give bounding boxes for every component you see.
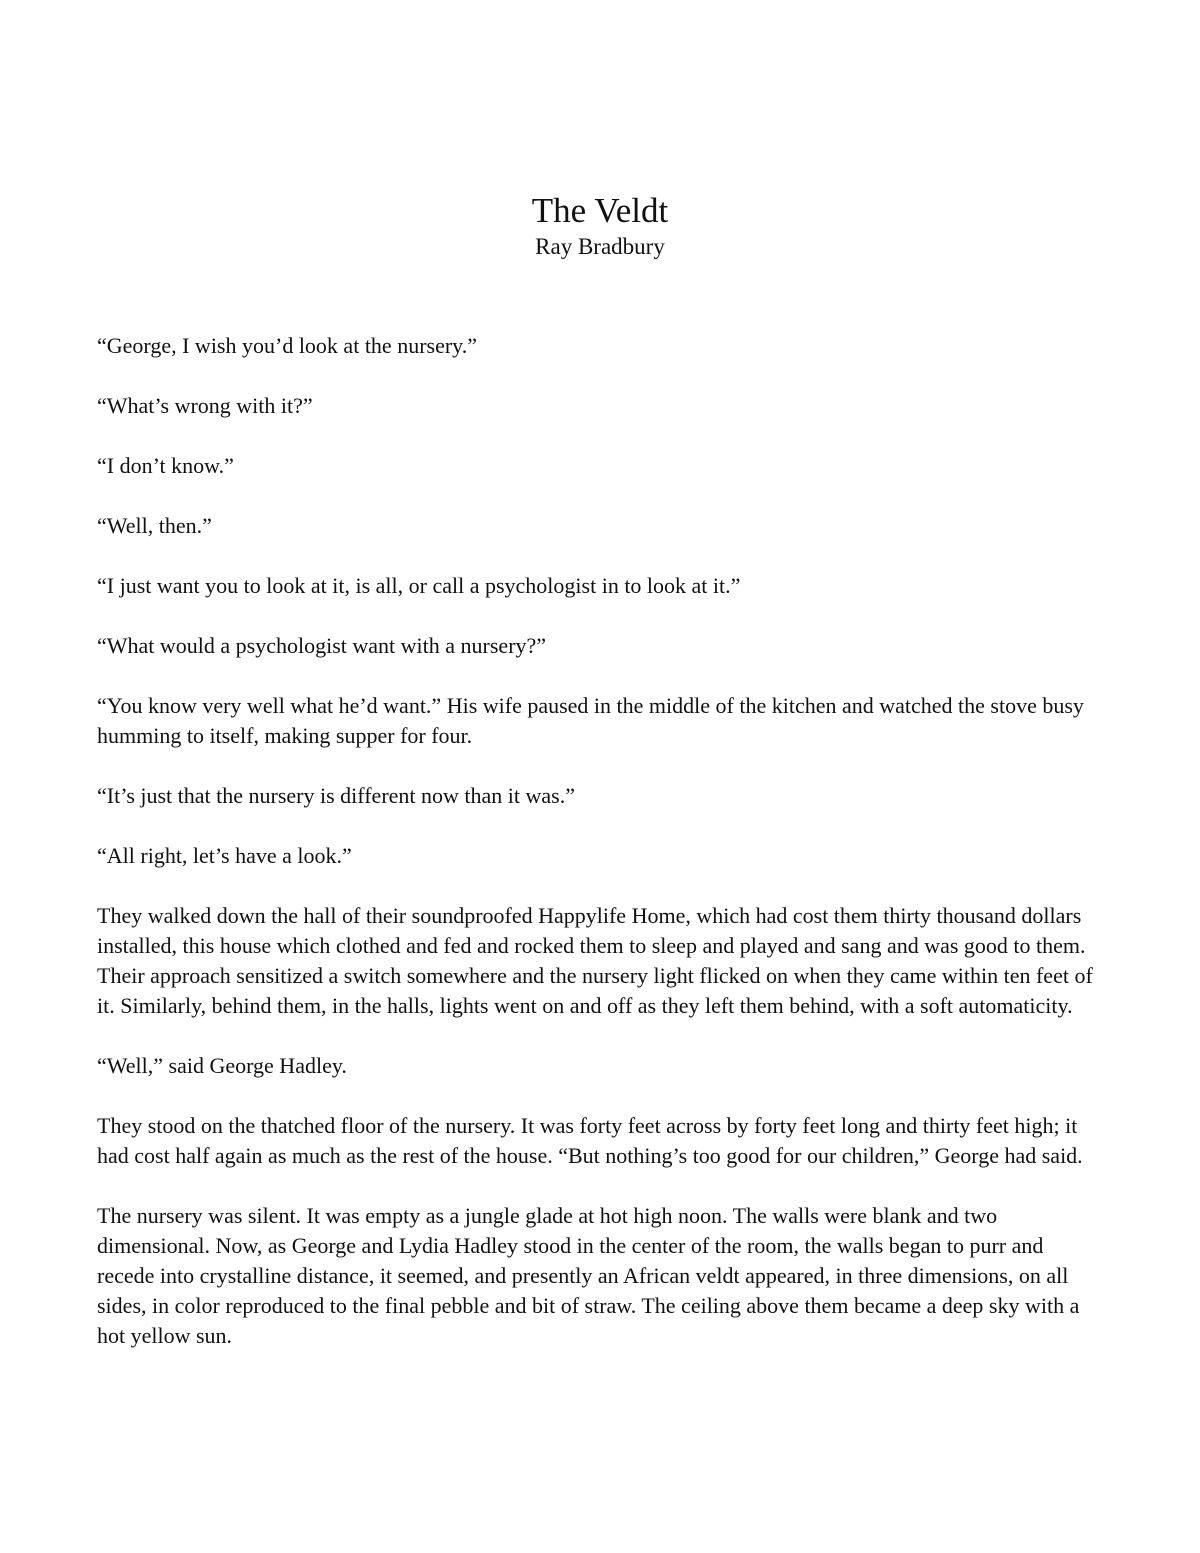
document-body [97, 331, 1093, 1381]
paragraph: “I just want you to look at it, is all, or call a psychologist in to look at it.” [97, 573, 741, 598]
document-title: The Veldt [531, 191, 669, 230]
paragraph: “Well,” said George Hadley. [97, 1053, 347, 1078]
paragraph: “What’s wrong with it?” [97, 393, 313, 418]
paragraph: They walked down the hall of their soundproofed Happylife Home, which had cost them thirty thousand dollars installed, this house which clothed and fed and rocked them to sleep and played and sang and was good to them. Their approach sensitized a switch somewhere and the nursery light flicked on when they came within ten feet of it. Similarly, behind them, in the halls, lights went on and off as they left them behind, with a soft automaticity. [97, 903, 1093, 1018]
paragraph: “George, I wish you’d look at the nursery.” [97, 333, 478, 358]
paragraph: They stood on the thatched floor of the nursery. It was forty feet across by forty feet long and thirty feet high; it had cost half again as much as the rest of the house. “But nothing’s too good for our children,” George had said. [97, 1113, 1083, 1168]
paragraph: The nursery was silent. It was empty as a jungle glade at hot high noon. The walls were blank and two dimensional. Now, as George and Lydia Hadley stood in the center of the room, the walls began to purr and recede into crystalline distance, it seemed, and presently an African veldt appeared, in three dimensions, on all sides, in color reproduced to the final pebble and bit of straw. The ceiling above them became a deep sky with a hot yellow sun. [97, 1203, 1080, 1348]
paragraph: “It’s just that the nursery is different now than it was.” [97, 783, 575, 808]
paragraph: “Well, then.” [97, 513, 212, 538]
paragraph: “You know very well what he’d want.” His wife paused in the middle of the kitchen and watched the stove busy humming to itself, making supper for four. [97, 693, 1084, 748]
paragraph: “What would a psychologist want with a nursery?” [97, 633, 547, 658]
paragraph: “All right, let’s have a look.” [97, 843, 352, 868]
paragraph: “I don’t know.” [97, 453, 234, 478]
document-author: Ray Bradbury [535, 234, 665, 259]
document-header [0, 190, 1200, 262]
